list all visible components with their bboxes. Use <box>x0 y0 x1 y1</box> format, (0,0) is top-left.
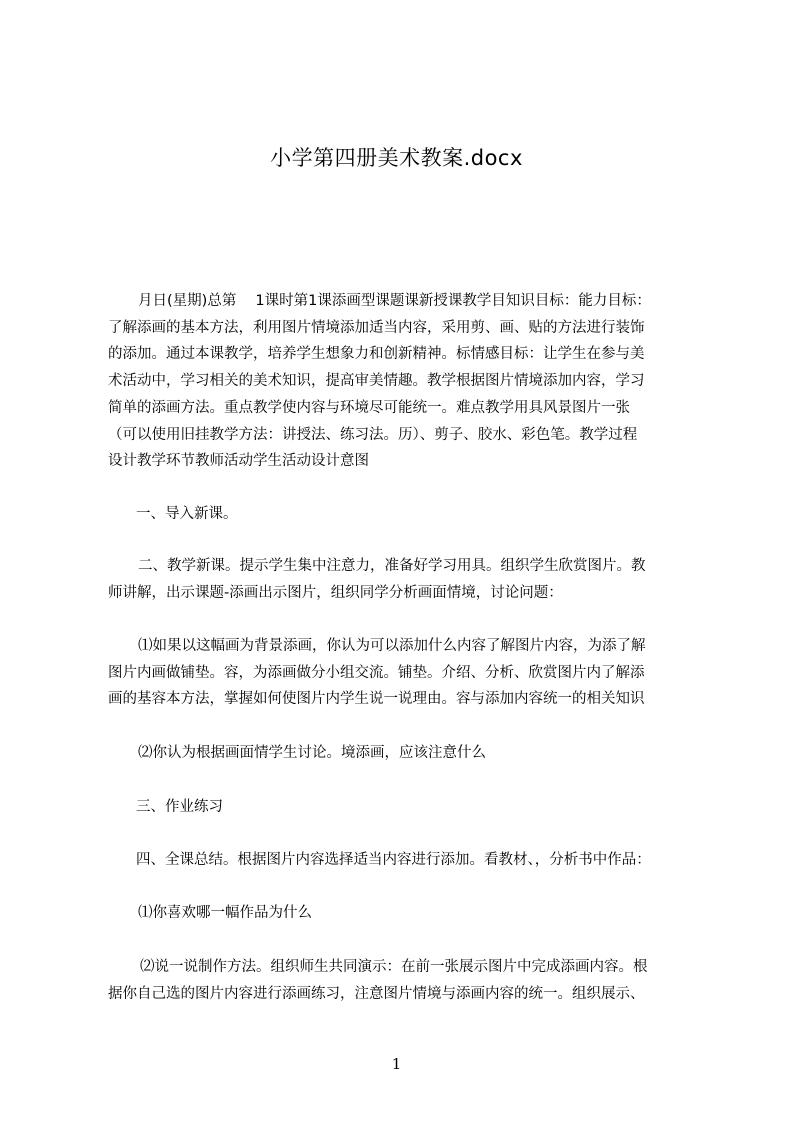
text-line: 四、全课总结。根据图片内容选择适当内容进行添加。看教材、，分析书中作品： <box>136 852 651 868</box>
paragraph-method <box>108 954 648 1007</box>
section-heading-intro <box>136 501 238 528</box>
text-line: 图片内画做铺垫。容，为添画做分小组交流。铺垫。介绍、分析、欣赏图片内了解添 <box>108 664 645 681</box>
paragraph-objectives <box>108 288 651 475</box>
text-line: ⑵说一说制作方法。组织师生共同演示：在前一张展示图片中完成添画内容。根 <box>140 959 648 975</box>
text-line: 简单的添画方法。重点教学使内容与环境尽可能统一。难点教学用具风景图片一张 <box>108 399 630 416</box>
text-line: 师讲解，出示课题-添画出示图片，组织同学分析画面情境，讨论问题： <box>108 584 563 601</box>
text-line: 画的基容本方法，掌握如何使图片内学生说一说理由。容与添加内容统一的相关知识 <box>108 691 645 708</box>
text-line: 一、导入新课。 <box>136 506 238 522</box>
text-line: 二、教学新课。提示学生集中注意力，准备好学习用具。组织学生欣赏图片。教 <box>138 558 646 574</box>
text-line: 三、作业练习 <box>136 799 223 815</box>
text-line: 术活动中，学习相关的美术知识，提高审美情趣。教学根据图片情境添加内容，学习 <box>108 373 645 390</box>
text-line: 的添加。通过本课教学，培养学生想象力和创新精神。标情感目标：让学生在参与美 <box>108 346 645 363</box>
page-number: 1 <box>391 1055 402 1073</box>
text-line: ⑴如果以这幅画为背景添画，你认为可以添加什么内容了解图片内容，为添了解 <box>138 638 646 654</box>
paragraph-new-lesson <box>108 553 646 606</box>
document-title: 小学第四册美术教案.docx <box>270 146 523 170</box>
text-line: （可以使用旧挂教学方法：讲授法、练习法。历）、剪子、胶水、彩色笔。教学过程 <box>108 426 638 443</box>
paragraph-question-favorite <box>138 900 312 927</box>
text-line: 了解添画的基本方法，利用图片情境添加适当内容，采用剪、画、贴的方法进行装饰 <box>108 319 645 336</box>
text-line: 月日(星期)总第 1课时第1课添画型课题课新授课教学目知识目标：能力目标： <box>138 293 651 309</box>
text-line: 据你自己选的图片内容进行添画练习，注意图片情境与添画内容的统一。组织展示、 <box>108 985 645 1002</box>
text-line: ⑵你认为根据画面情学生讨论。境添画，应该注意什么 <box>138 745 486 761</box>
paragraph-question-1 <box>108 633 646 713</box>
text-line: ⑴你喜欢哪一幅作品为什么 <box>138 905 312 921</box>
section-heading-homework <box>136 794 223 821</box>
text-line: 设计教学环节教师活动学生活动设计意图 <box>108 453 369 470</box>
paragraph-question-2 <box>138 740 486 767</box>
paragraph-summary <box>136 847 651 874</box>
